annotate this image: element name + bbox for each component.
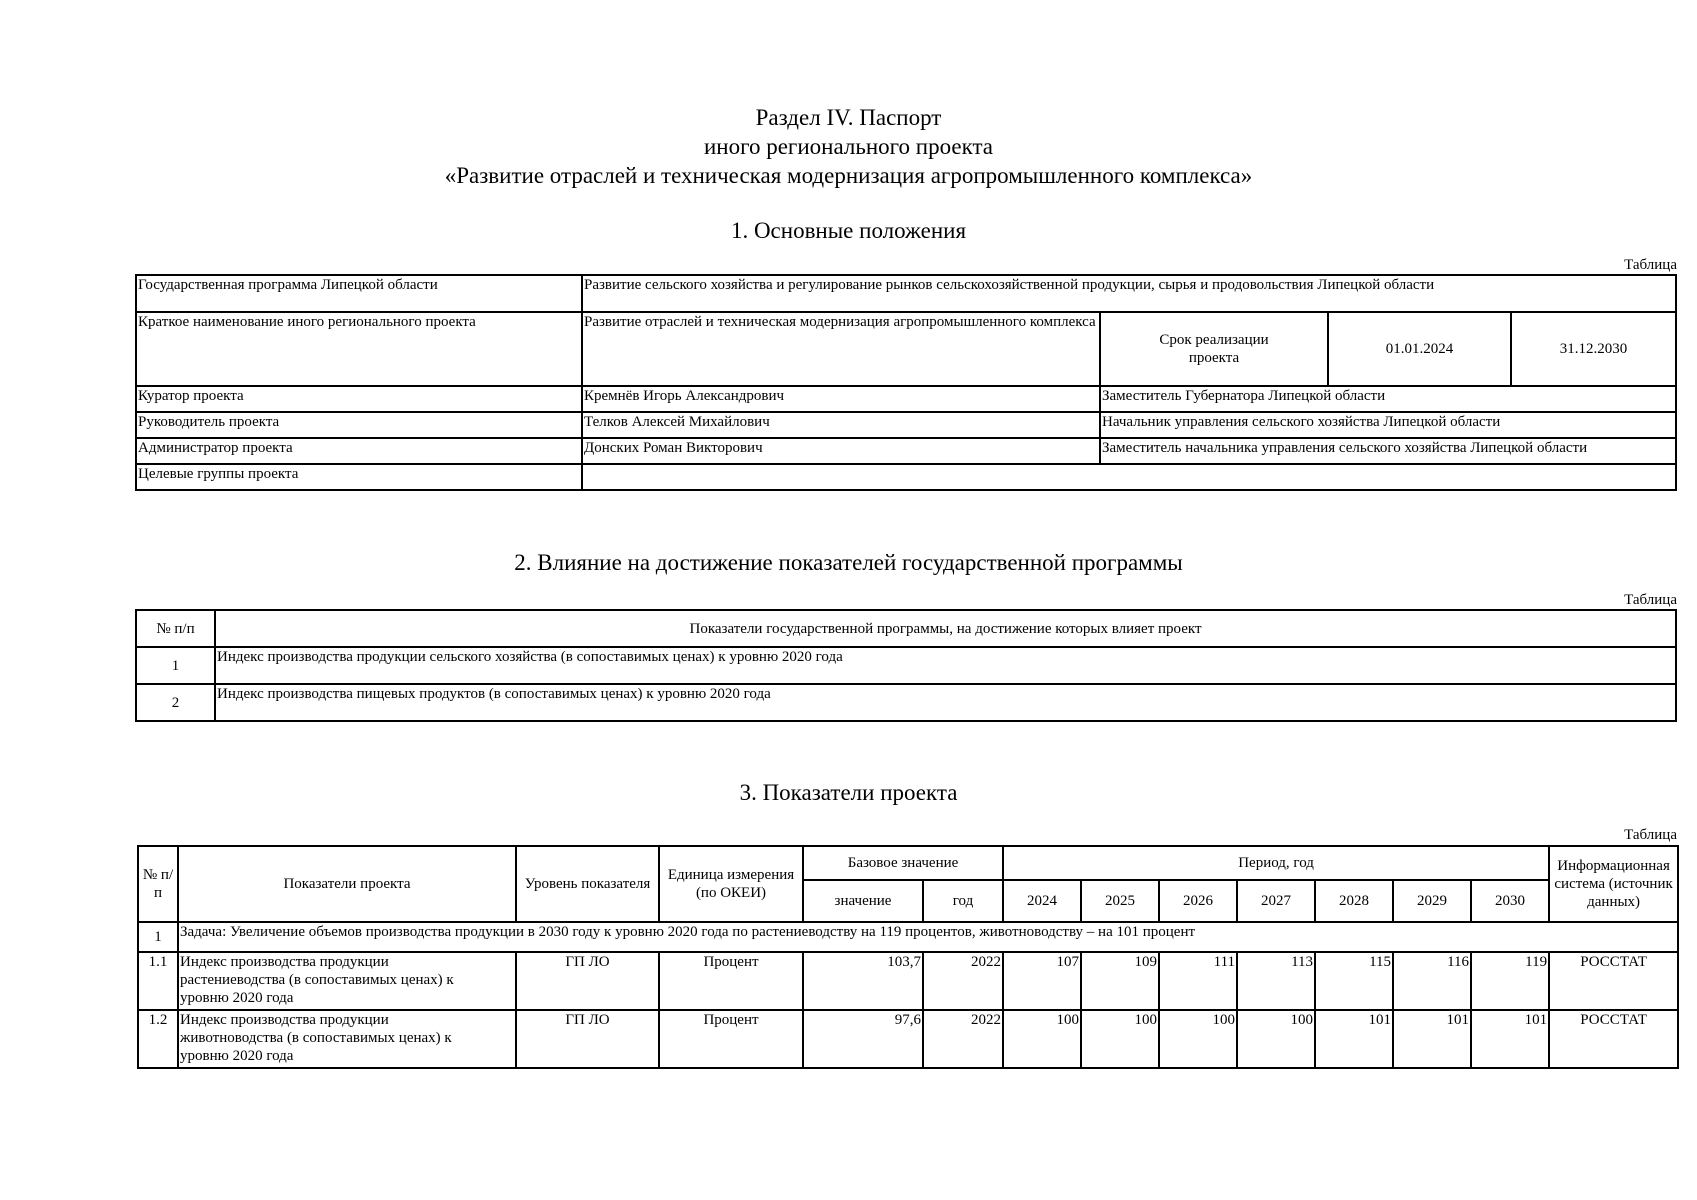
pi-col-period: Период, год: [1003, 846, 1549, 880]
pi-row-indicator-text: Индекс производства продукции животноводства (в сопоставимых ценах) к уровню 2020 года: [180, 1012, 452, 1064]
term-label: [1100, 312, 1328, 386]
admin-row: [136, 438, 1676, 464]
pi-row-value-2024: 107: [1003, 952, 1081, 1010]
pi-row-source: РОССТАТ: [1549, 952, 1678, 1010]
pi-row-base-year: 2022: [923, 1010, 1003, 1068]
short-name-label: Краткое наименование иного регионального проекта: [136, 312, 582, 386]
pi-row-value-2030: 101: [1471, 1010, 1549, 1068]
pi-col-indicator: Показатели проекта: [178, 846, 516, 922]
section2-title: 2. Влияние на достижение показателей государственной программы: [514, 550, 1183, 575]
pi-col-year-2025: 2025: [1081, 880, 1159, 922]
pi-row-1-2: [138, 1010, 1678, 1068]
section1-table-caption: Таблица: [1624, 257, 1677, 273]
gp-row-text: Индекс производства пищевых продуктов (в сопоставимых ценах) к уровню 2020 года: [215, 684, 1676, 721]
pi-row-value-2029: 116: [1393, 952, 1471, 1010]
gp-row-text: Индекс производства продукции сельского хозяйства (в сопоставимых ценах) к уровню 2020 года: [215, 647, 1676, 684]
pi-row-source: РОССТАТ: [1549, 1010, 1678, 1068]
pi-row-value-2025: 100: [1081, 1010, 1159, 1068]
pi-row-value-2026: 111: [1159, 952, 1237, 1010]
main-provisions-table: [135, 274, 1677, 491]
pi-col-year-2027: 2027: [1237, 880, 1315, 922]
program-value: Развитие сельского хозяйства и регулирование рынков сельскохозяйственной продукции, сырья и продовольствия Липецкой области: [582, 275, 1676, 312]
pi-row-value-2024: 100: [1003, 1010, 1081, 1068]
pi-col-year-2029: 2029: [1393, 880, 1471, 922]
head-label: Руководитель проекта: [136, 412, 582, 438]
program-row: [136, 275, 1676, 312]
pi-row-value-2029: 101: [1393, 1010, 1471, 1068]
short-name-row: [136, 312, 1676, 386]
pi-header-row-1: [138, 846, 1678, 880]
pi-col-base: Базовое значение: [803, 846, 1003, 880]
section3-title: 3. Показатели проекта: [739, 780, 958, 805]
gp-header-row: [136, 610, 1676, 647]
short-name-value: Развитие отраслей и техническая модернизация агропромышленного комплекса: [582, 312, 1100, 386]
gp-col-num: № п/п: [136, 610, 215, 647]
pi-row-num: 1.2: [138, 1010, 178, 1068]
curator-name: Кремнёв Игорь Александрович: [582, 386, 1100, 412]
pi-row-value-2028: 115: [1315, 952, 1393, 1010]
pi-row-unit: Процент: [659, 1010, 803, 1068]
project-type: иного регионального проекта: [704, 134, 993, 159]
project-indicators-table: [137, 845, 1679, 1069]
pi-col-base-year: год: [923, 880, 1003, 922]
pi-col-year-2030: 2030: [1471, 880, 1549, 922]
head-name: Телков Алексей Михайлович: [582, 412, 1100, 438]
pi-row-indicator: [178, 1010, 516, 1068]
curator-row: [136, 386, 1676, 412]
pi-row-value-2028: 101: [1315, 1010, 1393, 1068]
pi-row-value-2027: 100: [1237, 1010, 1315, 1068]
pi-col-source: Информационная система (источник данных): [1549, 846, 1678, 922]
program-label: Государственная программа Липецкой области: [136, 275, 582, 312]
term-label-text: Срок реализации проекта: [1159, 332, 1269, 366]
gp-row-2: [136, 684, 1676, 721]
pi-task-row: [138, 922, 1678, 952]
gp-row-num: 2: [136, 684, 215, 721]
section3-table-caption: Таблица: [1624, 827, 1677, 843]
section-title: Раздел IV. Паспорт: [755, 105, 942, 130]
pi-row-indicator-text: Индекс производства продукции растениеводства (в сопоставимых ценах) к уровню 2020 года: [180, 954, 454, 1006]
pi-col-year-2026: 2026: [1159, 880, 1237, 922]
pi-row-num: 1.1: [138, 952, 178, 1010]
pi-row-unit: Процент: [659, 952, 803, 1010]
curator-label: Куратор проекта: [136, 386, 582, 412]
gp-indicators-table: [135, 609, 1677, 722]
curator-position: Заместитель Губернатора Липецкой области: [1100, 386, 1676, 412]
pi-task-text: Задача: Увеличение объемов производства продукции в 2030 году к уровню 2020 года по растениеводству на 119 процентов, животноводству – на 101 процент: [178, 922, 1678, 952]
gp-col-indicator: Показатели государственной программы, на достижение которых влияет проект: [215, 610, 1676, 647]
pi-row-value-2025: 109: [1081, 952, 1159, 1010]
pi-row-value-2030: 119: [1471, 952, 1549, 1010]
target-groups-value: [582, 464, 1676, 490]
term-start: 01.01.2024: [1328, 312, 1511, 386]
admin-position: Заместитель начальника управления сельского хозяйства Липецкой области: [1100, 438, 1676, 464]
pi-row-base-value: 97,6: [803, 1010, 923, 1068]
pi-row-value-2027: 113: [1237, 952, 1315, 1010]
head-row: [136, 412, 1676, 438]
pi-col-unit: Единица измерения (по ОКЕИ): [659, 846, 803, 922]
pi-col-base-value: значение: [803, 880, 923, 922]
target-groups-row: [136, 464, 1676, 490]
section1-title: 1. Основные положения: [730, 218, 967, 243]
section2-table-caption: Таблица: [1624, 592, 1677, 608]
pi-row-1-1: [138, 952, 1678, 1010]
pi-row-level: ГП ЛО: [516, 1010, 659, 1068]
pi-row-base-year: 2022: [923, 952, 1003, 1010]
pi-row-value-2026: 100: [1159, 1010, 1237, 1068]
pi-col-year-2028: 2028: [1315, 880, 1393, 922]
project-name: «Развитие отраслей и техническая модернизация агропромышленного комплекса»: [444, 163, 1253, 188]
pi-row-level: ГП ЛО: [516, 952, 659, 1010]
pi-col-year-2024: 2024: [1003, 880, 1081, 922]
head-position: Начальник управления сельского хозяйства Липецкой области: [1100, 412, 1676, 438]
gp-row-1: [136, 647, 1676, 684]
pi-row-indicator: [178, 952, 516, 1010]
pi-row-base-value: 103,7: [803, 952, 923, 1010]
admin-name: Донских Роман Викторович: [582, 438, 1100, 464]
pi-task-num: 1: [138, 922, 178, 952]
gp-row-num: 1: [136, 647, 215, 684]
admin-label: Администратор проекта: [136, 438, 582, 464]
pi-col-num: № п/п: [138, 846, 178, 922]
pi-col-level: Уровень показателя: [516, 846, 659, 922]
target-groups-label: Целевые группы проекта: [136, 464, 582, 490]
term-end: 31.12.2030: [1511, 312, 1676, 386]
